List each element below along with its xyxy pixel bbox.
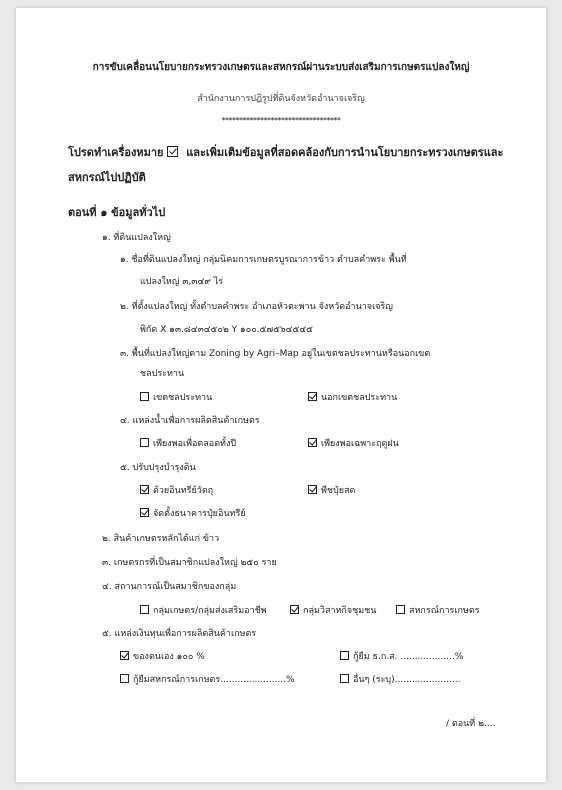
- other-funding-label: อื่นๆ (ระบุ).......................: [353, 675, 461, 685]
- own-funds-label: ของตนเอง ๑๐๐ %: [133, 652, 205, 662]
- item-1-1-line-1: ๑. ชื่อที่ดินแปลงใหญ่ กลุ่มนิคมการเกษตรบูรณาการข้าว ตำบลคำพระ พื้นที่: [120, 255, 407, 265]
- cooperative-option[interactable]: [396, 603, 480, 617]
- separator-stars: **********************************: [221, 116, 341, 125]
- item-4-label: ๔. สถานการณ์เป็นสมาชิกของกลุ่ม: [102, 582, 237, 592]
- community-enterprise-option[interactable]: [290, 603, 376, 617]
- organic-matter-option[interactable]: [140, 483, 213, 497]
- checkbox-icon[interactable]: [340, 674, 349, 683]
- checkbox-icon[interactable]: [120, 674, 129, 683]
- document-page: [16, 8, 546, 782]
- checkbox-icon[interactable]: [396, 605, 405, 614]
- item-1-1-line-2: แปลงใหญ่ ๓,๓๔๙ ไร่: [140, 277, 224, 287]
- item-1-4-label: ๔. แหล่งน้ำเพื่อการผลิตสินค้าเกษตร: [120, 416, 260, 426]
- item-2: ๒. สินค้าเกษตรหลักได้แก่ ข้าว: [102, 534, 220, 544]
- item-1-2-line-2: พิกัด X ๑๓.๘๔๓๔๕๐๒ Y ๑๐๐.๕๗๕๖๔๕๔๕: [140, 325, 313, 335]
- item-3: ๓. เกษตรกรที่เป็นสมาชิกแปลงใหญ่ ๒๕๐ ราย: [102, 558, 277, 568]
- item-1-3-line-2: ชลประทาน: [140, 369, 185, 379]
- item-5-label: ๕. แหล่งเงินทุนเพื่อการผลิตสินค้าเกษตร: [102, 629, 257, 639]
- instruction-text-after: และเพิ่มเติมข้อมูลที่สอดคล้องกับการนำนโยบายกระทรวงเกษตรและ: [186, 146, 504, 159]
- checked-checkbox-icon[interactable]: [308, 392, 317, 401]
- green-manure-option[interactable]: [308, 483, 355, 497]
- checked-checkbox-icon[interactable]: [140, 485, 149, 494]
- checked-checkbox-icon[interactable]: [308, 438, 317, 447]
- section-heading: ตอนที่ ๑ ข้อมูลทั่วไป: [68, 206, 166, 219]
- document-title: การขับเคลื่อนนโยบายกระทรวงเกษตรและสหกรณ์ผ่านระบบส่งเสริมการเกษตรแปลงใหญ่: [92, 62, 470, 73]
- cooperative-loan-option[interactable]: [120, 672, 295, 686]
- irrigated-zone-label: เขตชลประทาน: [153, 393, 213, 403]
- cooperative-label: สหกรณ์การเกษตร: [409, 606, 480, 616]
- item-1-3-line-1: ๓. พื้นที่แปลงใหญ่ตาม Zoning by Agri–Map อยู่ในเขตชลประทานหรือนอกเขต: [120, 349, 431, 359]
- item-1-5-label: ๕. ปรับปรุงบำรุงดิน: [120, 463, 196, 473]
- baac-loan-option[interactable]: [340, 649, 463, 663]
- checkbox-icon[interactable]: [140, 438, 149, 447]
- baac-loan-label: กู้ยืม ธ.ก.ส. ...................%: [353, 652, 464, 662]
- water-all-year-label: เพียงพอเพื่อตลอดทั้งปี: [153, 439, 237, 449]
- non-irrigated-zone-option[interactable]: [308, 390, 397, 404]
- other-funding-option[interactable]: [340, 672, 460, 686]
- farmer-group-label: กลุ่มเกษตร/กลุ่มส่งเสริมอาชีพ: [153, 606, 267, 616]
- item-1-label: ๑. ที่ดินแปลงใหญ่: [102, 233, 171, 243]
- instruction-line-1: [68, 143, 503, 161]
- water-rainy-season-label: เพียงพอเฉพาะฤดูฝน: [321, 439, 399, 449]
- cooperative-loan-label: กู้ยืมสหกรณ์การเกษตร.......................%: [133, 675, 295, 685]
- irrigated-zone-option[interactable]: [140, 390, 212, 404]
- sample-checkbox-icon: [167, 146, 178, 157]
- non-irrigated-zone-label: นอกเขตชลประทาน: [321, 393, 398, 403]
- farmer-group-option[interactable]: [140, 603, 267, 617]
- document-subtitle: สำนักงานการปฏิรูปที่ดินจังหวัดอำนาจเจริญ: [197, 94, 365, 104]
- fertilizer-bank-label: จัดตั้งธนาคารปุ๋ยอินทรีย์: [153, 509, 246, 519]
- water-rainy-season-option[interactable]: [308, 436, 399, 450]
- water-all-year-option[interactable]: [140, 436, 236, 450]
- community-enterprise-label: กลุ่มวิสาหกิจชุมชน: [303, 606, 377, 616]
- checkbox-icon[interactable]: [140, 392, 149, 401]
- instruction-line-2: สหกรณ์ไปปฏิบัติ: [68, 171, 146, 184]
- instruction-text-before: โปรดทำเครื่องหมาย: [68, 146, 164, 159]
- organic-matter-label: ด้วยอินทรีย์วัตถุ: [153, 486, 214, 496]
- checked-checkbox-icon[interactable]: [308, 485, 317, 494]
- checkbox-icon[interactable]: [340, 651, 349, 660]
- checked-checkbox-icon[interactable]: [120, 651, 129, 660]
- own-funds-option[interactable]: [120, 649, 205, 663]
- checked-checkbox-icon[interactable]: [290, 605, 299, 614]
- page-footer: / ตอนที่ ๒....: [446, 719, 496, 729]
- item-1-2-line-1: ๒. ที่ตั้งแปลงใหญ่ ทั้งตำบลคำพระ อำเภอหัวตะพาน จังหวัดอำนาจเจริญ: [120, 302, 393, 312]
- green-manure-label: พืชปุ๋ยสด: [321, 486, 356, 496]
- fertilizer-bank-option[interactable]: [140, 506, 246, 520]
- checkbox-icon[interactable]: [140, 605, 149, 614]
- checked-checkbox-icon[interactable]: [140, 508, 149, 517]
